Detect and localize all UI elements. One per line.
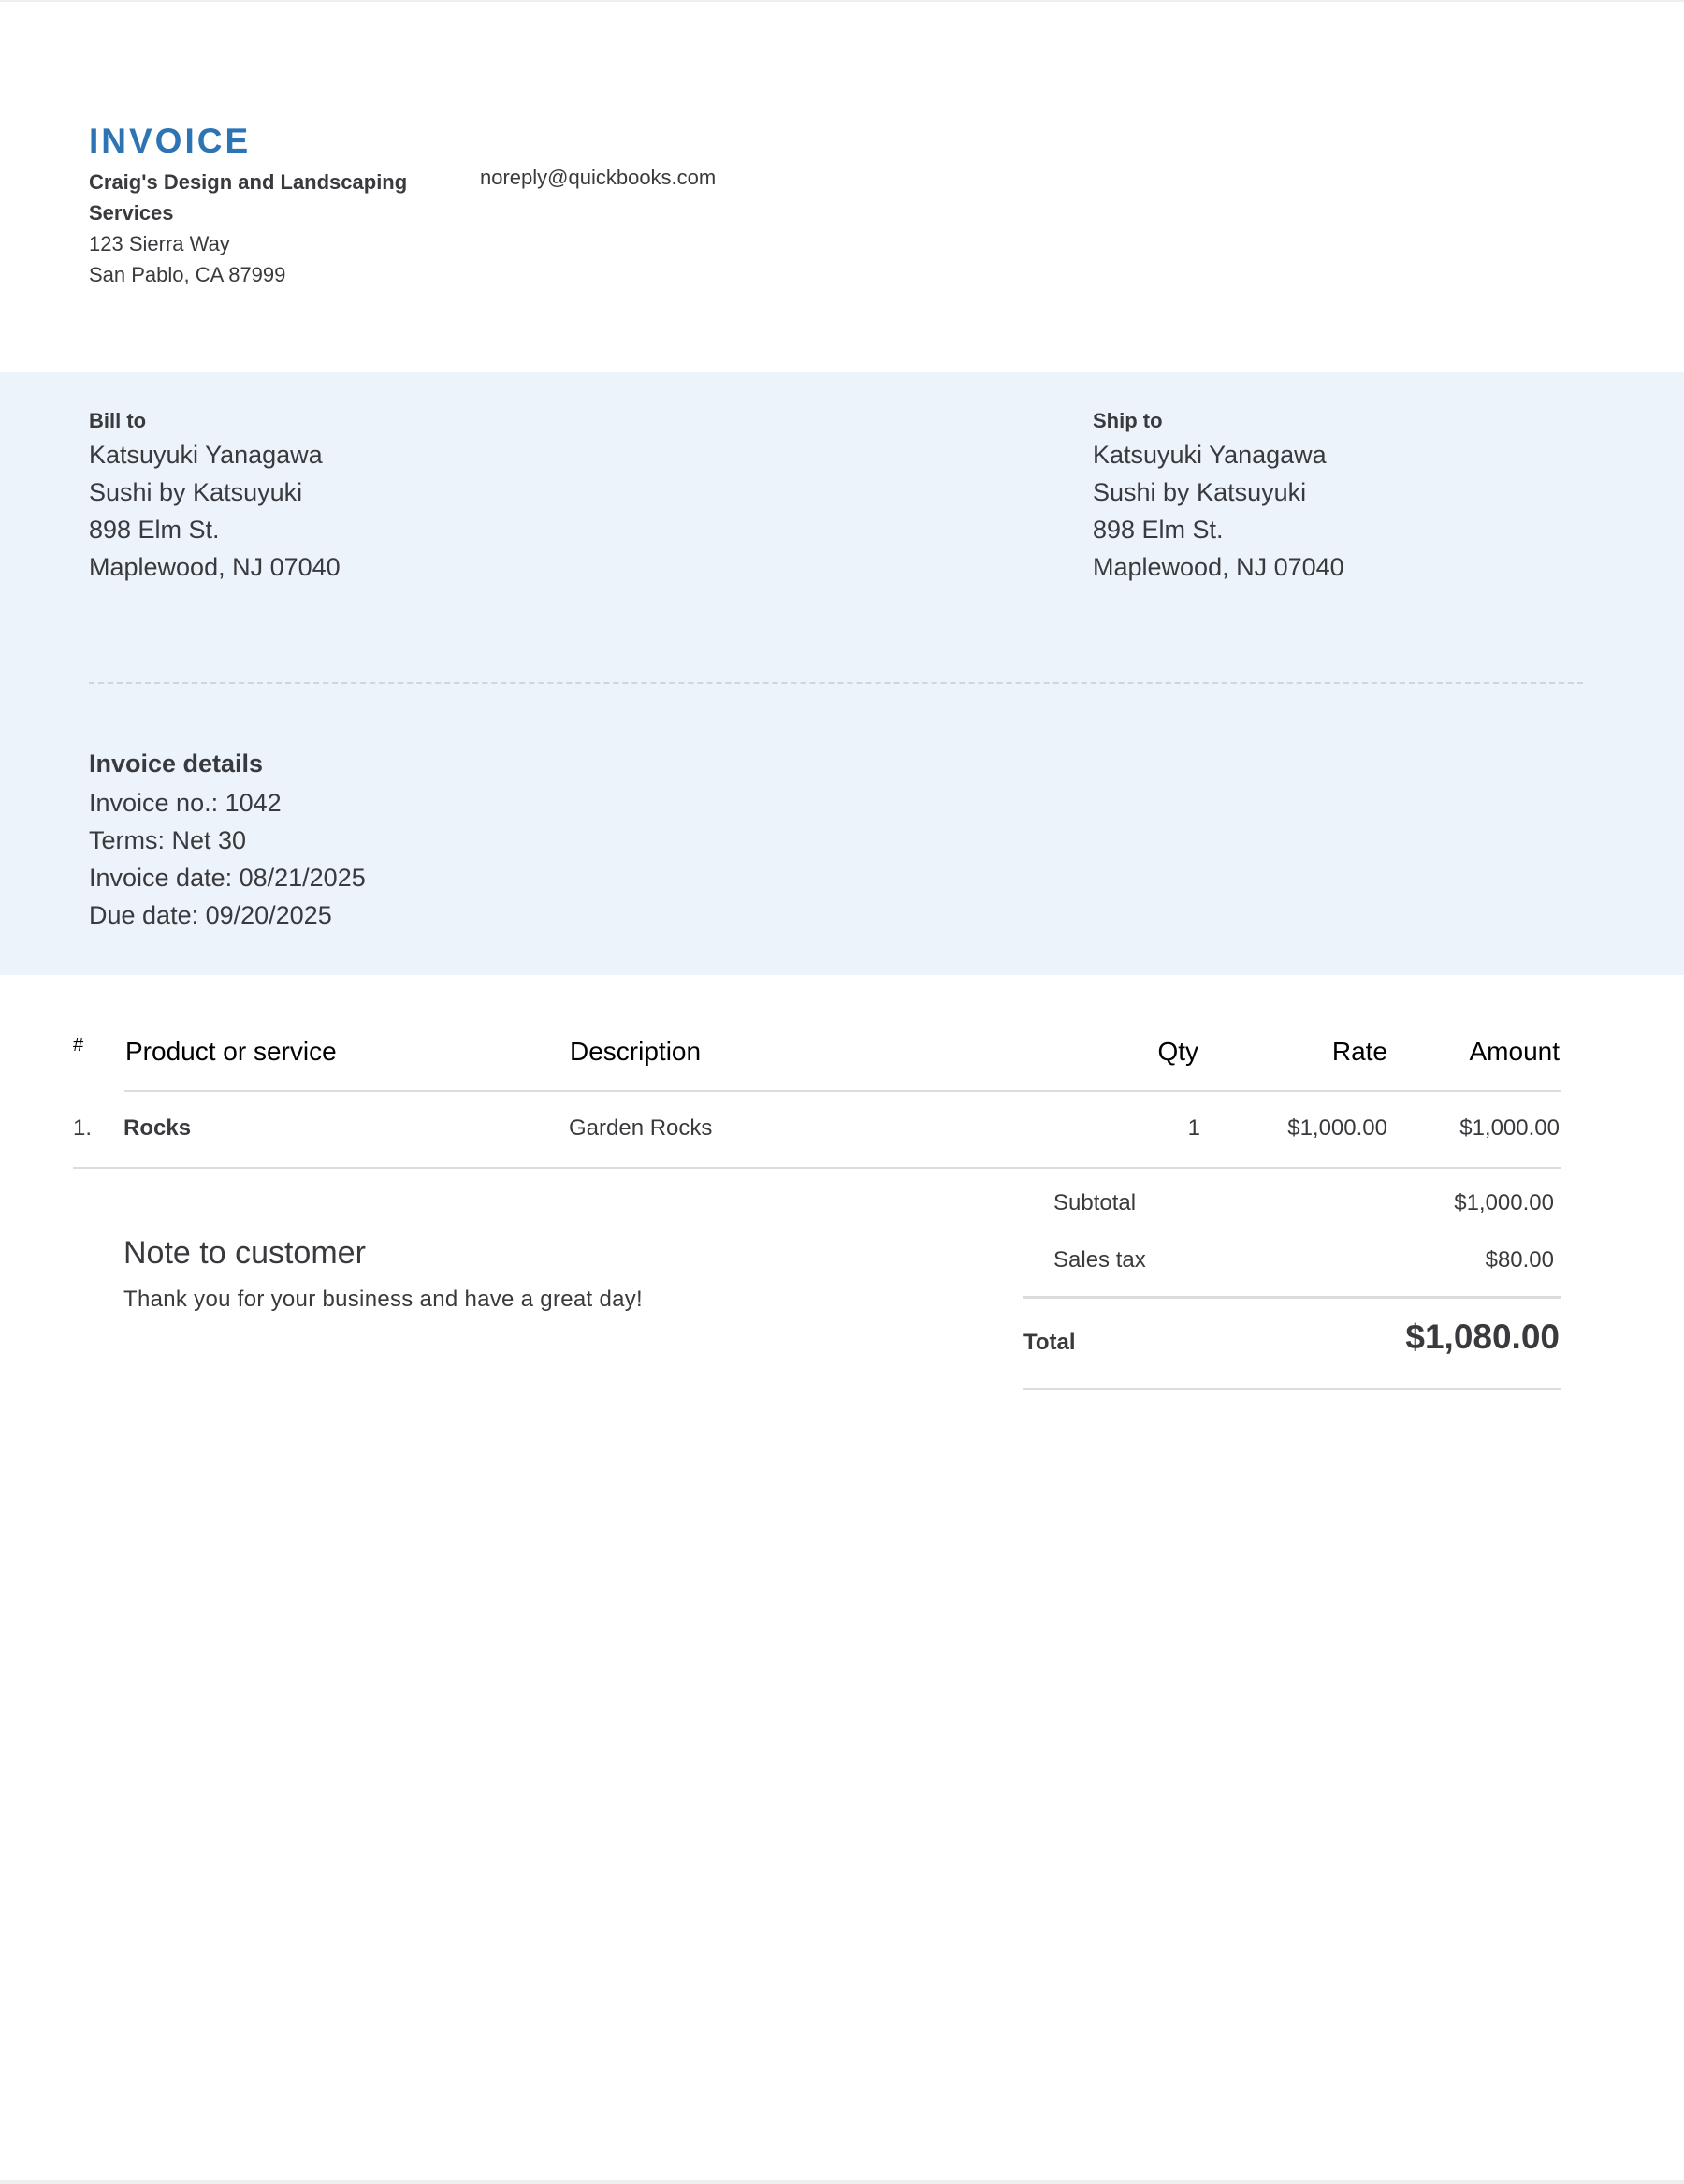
totals-divider-top [1023, 1296, 1561, 1299]
column-header-number: # [73, 1035, 84, 1056]
dashed-divider [89, 682, 1583, 684]
column-header-description: Description [570, 1037, 702, 1066]
table-row-divider [73, 1167, 1561, 1169]
bill-to-block [89, 406, 341, 586]
ship-to-line: 898 Elm St. [1093, 516, 1224, 544]
row-number: 1. [73, 1115, 93, 1141]
subtotal-value: $1,000.00 [1454, 1190, 1554, 1216]
bill-to-line: Sushi by Katsuyuki [89, 478, 303, 506]
due-date: Due date: 09/20/2025 [89, 901, 332, 929]
ship-to-label: Ship to [1093, 409, 1163, 432]
invoice-date: Invoice date: 08/21/2025 [89, 864, 366, 892]
bill-to-label: Bill to [89, 409, 147, 432]
column-header-amount: Amount [1469, 1037, 1560, 1066]
column-header-qty: Qty [1157, 1037, 1198, 1066]
invoice-details-block [89, 745, 366, 934]
sales-tax-value: $80.00 [1485, 1247, 1554, 1273]
invoice-details-heading: Invoice details [89, 750, 264, 778]
ship-to-block [1093, 406, 1344, 586]
note-body: Thank you for your business and have a great day! [123, 1287, 644, 1312]
totals-divider-bottom [1023, 1388, 1561, 1390]
row-rate: $1,000.00 [1287, 1115, 1387, 1141]
invoice-terms: Terms: Net 30 [89, 826, 247, 854]
row-product: Rocks [123, 1115, 192, 1141]
column-header-rate: Rate [1331, 1037, 1387, 1066]
top-divider [0, 0, 1684, 2]
total-label: Total [1023, 1330, 1076, 1355]
bill-to-line: Katsuyuki Yanagawa [89, 441, 323, 469]
total-value: $1,080.00 [1405, 1318, 1560, 1356]
company-address-line1: 123 Sierra Way [89, 232, 230, 255]
bottom-divider [0, 2180, 1684, 2184]
company-email[interactable]: noreply@quickbooks.com [480, 166, 717, 189]
company-name: Craig's Design and Landscaping Services [89, 170, 408, 225]
invoice-number: Invoice no.: 1042 [89, 789, 282, 817]
note-title: Note to customer [123, 1235, 366, 1271]
bill-to-line: Maplewood, NJ 07040 [89, 553, 341, 581]
subtotal-label: Subtotal [1053, 1190, 1137, 1216]
column-header-product: Product or service [125, 1037, 337, 1066]
invoice-title: INVOICE [89, 122, 252, 160]
ship-to-line: Sushi by Katsuyuki [1093, 478, 1307, 506]
bill-to-line: 898 Elm St. [89, 516, 220, 544]
company-info [89, 167, 444, 290]
row-qty: 1 [1187, 1115, 1200, 1141]
ship-to-line: Katsuyuki Yanagawa [1093, 441, 1327, 469]
table-header-divider [124, 1090, 1561, 1092]
row-amount: $1,000.00 [1459, 1115, 1560, 1141]
ship-to-line: Maplewood, NJ 07040 [1093, 553, 1344, 581]
row-description: Garden Rocks [569, 1115, 713, 1141]
sales-tax-label: Sales tax [1053, 1247, 1146, 1273]
company-address-line2: San Pablo, CA 87999 [89, 263, 286, 286]
